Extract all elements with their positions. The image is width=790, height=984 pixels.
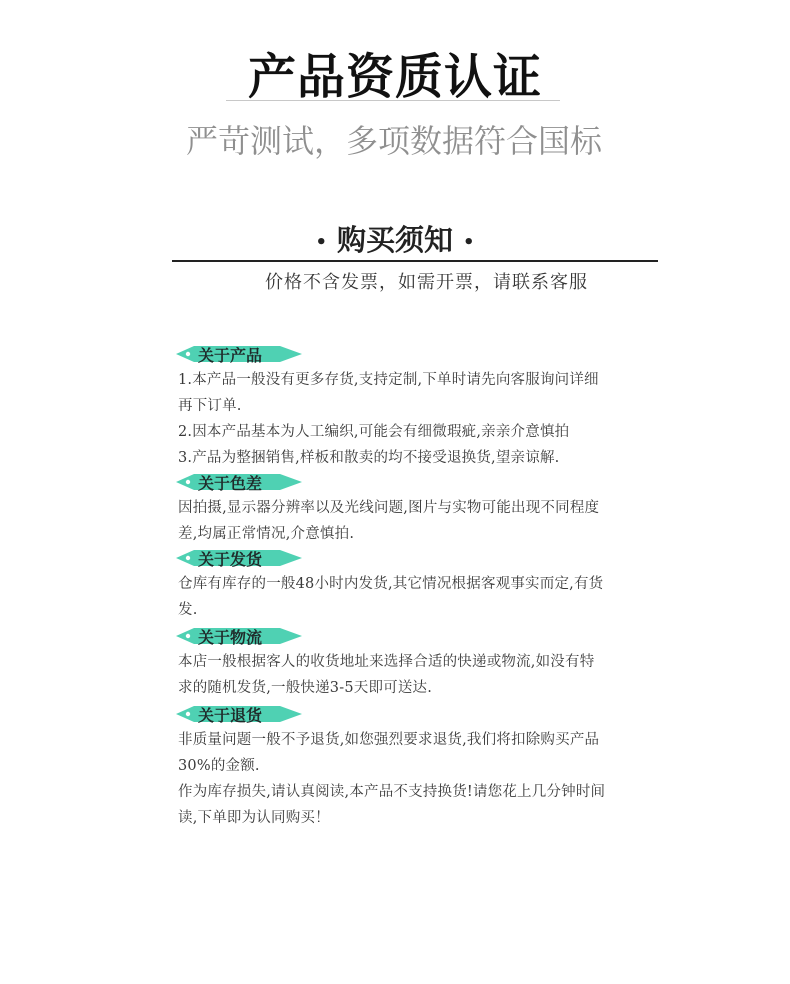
section-tag — [176, 626, 302, 646]
purchase-notice-heading-label: 购买须知 — [336, 223, 453, 257]
section-text-line: 发. — [178, 602, 198, 618]
heading-divider — [172, 260, 658, 262]
title-divider — [226, 100, 560, 101]
tag-dot — [186, 352, 190, 356]
section-text-line: 再下订单. — [178, 398, 242, 414]
tag-dot — [186, 480, 190, 484]
page-subtitle: 严苛测试，多项数据符合国标 — [186, 122, 603, 160]
section-text-line: 2.因本产品基本为人工编织,可能会有细微瑕疵,亲亲介意慎拍 — [178, 424, 570, 440]
tag-dot — [186, 712, 190, 716]
notice-sections — [176, 340, 660, 840]
tag-dot — [186, 634, 190, 638]
page-title: 产品资质认证 — [247, 49, 542, 105]
bullet-right: • — [463, 231, 475, 253]
tag-dot — [186, 556, 190, 560]
section-tag-label: 关于物流 — [198, 628, 263, 647]
section-text-line: 读,下单即为认同购买！ — [178, 810, 330, 826]
section-tag — [176, 548, 302, 568]
bullet-left: • — [315, 231, 327, 253]
section-tag-label: 关于发货 — [198, 550, 263, 569]
section-text-line: 因拍摄,显示器分辨率以及光线问题,图片与实物可能出现不同程度 — [178, 500, 600, 516]
section-text-line: 30%的金额. — [178, 758, 260, 774]
invoice-notice: 价格不含发票，如需开票，请联系客服 — [265, 272, 588, 293]
section-text-line: 差,均属正常情况,介意慎拍. — [178, 526, 355, 542]
section-text-line: 作为库存损失,请认真阅读,本产品不支持换货!请您花上几分钟时间 — [178, 784, 606, 800]
section-tag-label: 关于产品 — [198, 346, 263, 365]
section-tag — [176, 704, 302, 724]
section-tag-label: 关于退货 — [198, 706, 263, 725]
section-text-line: 本店一般根据客人的收货地址来选择合适的快递或物流,如没有特 — [178, 654, 595, 670]
section-tag-label: 关于色差 — [198, 474, 263, 493]
section-text-line: 仓库有库存的一般48小时内发货,其它情况根据客观事实而定,有货 — [178, 576, 604, 592]
section-text-line: 3.产品为整捆销售,样板和散卖的均不接受退换货,望亲谅解. — [178, 450, 560, 466]
section-tag — [176, 344, 302, 364]
section-tag — [176, 472, 302, 492]
purchase-notice-heading — [0, 218, 790, 259]
section-text-line: 求的随机发货,一般快递3-5天即可送达. — [178, 680, 433, 696]
section-text-line: 非质量问题一般不予退货,如您强烈要求退货,我们将扣除购买产品 — [178, 732, 600, 748]
section-text-line: 1.本产品一般没有更多存货,支持定制,下单时请先向客服询问详细 — [178, 372, 599, 388]
